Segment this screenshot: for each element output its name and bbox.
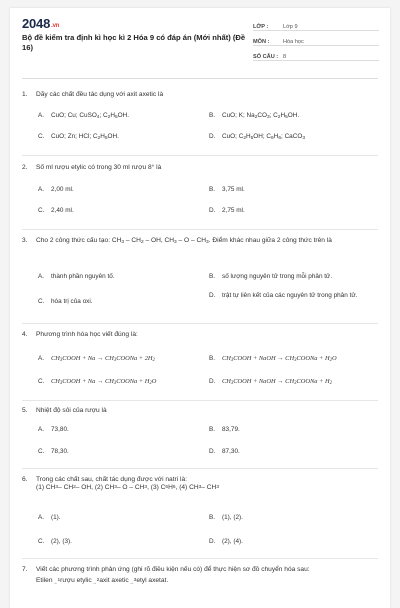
option-d[interactable]	[209, 133, 359, 144]
option-c[interactable]	[38, 378, 198, 389]
option-c[interactable]	[38, 298, 198, 307]
option-b[interactable]	[209, 514, 359, 523]
option-text: CuO; K; $Na_2CO_3$; $C_2H_5OH$.	[222, 112, 300, 120]
option-letter: B.	[209, 514, 216, 521]
question-number: 6.	[22, 476, 28, 483]
option-b[interactable]	[209, 273, 359, 282]
option-d[interactable]	[209, 207, 359, 216]
option-text: 2,75 ml.	[222, 207, 245, 214]
option-letter: C.	[38, 448, 45, 455]
question-body: Dãy các chất đều tác dụng với axit axetic là	[36, 91, 164, 98]
option-d[interactable]	[209, 538, 359, 547]
option-letter: B.	[209, 273, 216, 280]
option-letter: C.	[38, 538, 45, 545]
question-body: Cho 2 công thức cấu tạo: $CH_3 - CH_2$ – OH, $CH_3$ – O – $CH_3$. Điểm khác nhau giữa 2 công thức trên là	[36, 237, 332, 245]
option-letter: C.	[38, 207, 45, 214]
option-a[interactable]	[38, 514, 198, 523]
option-letter: D.	[209, 133, 216, 140]
question-number: 7.	[22, 566, 28, 573]
option-letter: D.	[209, 292, 216, 299]
option-letter: B.	[209, 112, 216, 119]
meta-subject-row	[253, 31, 379, 46]
option-letter: C.	[38, 298, 45, 305]
question-number: 5.	[22, 407, 28, 414]
option-letter: D.	[209, 538, 216, 545]
meta-count-key: SỐ CÂU :	[253, 54, 279, 60]
option-b[interactable]	[209, 355, 359, 366]
option-a[interactable]	[38, 355, 198, 366]
question-subtext: Etilen →$^1$ rượu etylic →$^2$ axit axetic →$^3$ etyl axetat.	[36, 577, 169, 586]
option-text: (2), (3).	[51, 538, 72, 545]
option-c[interactable]	[38, 133, 198, 144]
option-letter: D.	[209, 207, 216, 214]
question-text	[22, 565, 378, 574]
question-body: Số ml rượu etylic có trong 30 ml rượu 8° là	[36, 164, 162, 171]
option-letter: C.	[38, 378, 45, 385]
question-number: 3.	[22, 237, 28, 244]
option-text: CuO; Zn; HCl; $C_2H_5OH$.	[51, 133, 119, 141]
option-text: 2,40 ml.	[51, 207, 74, 214]
question-7	[22, 565, 378, 574]
question-body: Phương trình hóa học viết đúng là:	[36, 331, 138, 338]
option-letter: B.	[209, 426, 216, 433]
option-a[interactable]	[38, 426, 198, 435]
option-letter: A.	[38, 514, 45, 521]
question-3	[22, 236, 378, 247]
question-text	[22, 90, 378, 99]
option-text: CuO; Cu; CuSO$_4$; $C_2H_5OH$.	[51, 112, 130, 120]
question-text	[22, 330, 378, 339]
document-title: Bộ đề kiểm tra định kì học kì 2 Hóa 9 có đáp án (Mới nhất) (Đề 16)	[22, 33, 246, 52]
option-c[interactable]	[38, 448, 198, 457]
option-text: CuO; $C_2H_5OH$; $C_6H_6$; CaCO$_3$	[222, 133, 305, 141]
option-b[interactable]	[209, 186, 359, 195]
option-text: 78,30.	[51, 448, 69, 455]
option-a[interactable]	[38, 186, 198, 195]
option-letter: D.	[209, 448, 216, 455]
meta-class-row	[253, 16, 379, 31]
option-text: số lượng nguyên tử trong mỗi phân tử.	[222, 273, 333, 280]
question-number: 2.	[22, 164, 28, 171]
meta-class-key: LỚP :	[253, 24, 269, 30]
option-text: hóa trị của oxi.	[51, 298, 93, 305]
option-letter: C.	[38, 133, 45, 140]
header-divider	[22, 78, 378, 79]
option-text: thành phần nguyên tố.	[51, 273, 115, 280]
meta-count-row	[253, 46, 379, 61]
option-text: 87,30.	[222, 448, 240, 455]
option-text: $CH_3COOH + Na$ → $CH_3COONa + H_2O$	[51, 378, 157, 386]
question-text	[22, 236, 378, 247]
option-text: $CH_3COOH + Na$ → $CH_3COONa + 2H_2$	[51, 355, 155, 363]
option-d[interactable]	[209, 448, 359, 457]
option-c[interactable]	[38, 207, 198, 216]
meta-count-value: 8	[283, 54, 287, 60]
meta-class-value: Lớp 9	[283, 24, 298, 30]
option-text: (2), (4).	[222, 538, 243, 545]
question-divider	[22, 323, 378, 324]
question-divider	[22, 468, 378, 469]
option-letter: A.	[38, 112, 45, 119]
option-text: 83,79.	[222, 426, 240, 433]
question-divider	[22, 155, 378, 156]
option-d[interactable]	[209, 292, 359, 301]
option-d[interactable]	[209, 378, 359, 389]
question-body: Trong các chất sau, chất tác dụng được với natri là:	[36, 476, 187, 483]
meta-subject-key: MÔN :	[253, 39, 270, 45]
option-text: $CH_3COOH$ + NaOH → $CH_3COONa + H_2$	[222, 378, 332, 386]
option-text: 73,80.	[51, 426, 69, 433]
option-b[interactable]	[209, 112, 359, 123]
logo-text: 2048	[22, 16, 51, 31]
question-divider	[22, 229, 378, 230]
question-number: 1.	[22, 91, 28, 98]
document-header	[10, 8, 390, 76]
option-c[interactable]	[38, 538, 198, 547]
question-text	[22, 406, 378, 415]
meta-subject-value: Hóa học	[283, 39, 304, 45]
option-text: 3,75 ml.	[222, 186, 245, 193]
option-text: $CH_3COOH$ + NaOH → $CH_3COONa + H_2O$	[222, 355, 337, 363]
question-body: Viết các phương trình phản ứng (ghi rõ điều kiện nếu có) để thực hiện sơ đồ chuyển hóa sau:	[36, 566, 310, 573]
option-letter: A.	[38, 186, 45, 193]
option-text: (1), (2).	[222, 514, 243, 521]
question-4	[22, 330, 378, 339]
option-letter: A.	[38, 355, 45, 362]
option-letter: A.	[38, 426, 45, 433]
option-letter: A.	[38, 273, 45, 280]
question-2	[22, 163, 378, 172]
meta-panel	[253, 16, 379, 61]
option-a[interactable]	[38, 112, 198, 123]
option-letter: B.	[209, 355, 216, 362]
logo-suffix: .vn	[51, 23, 60, 29]
question-body: Nhiệt độ sôi của rượu là	[36, 407, 107, 414]
option-letter: D.	[209, 378, 216, 385]
question-5	[22, 406, 378, 415]
option-text: 2,00 ml.	[51, 186, 74, 193]
option-b[interactable]	[209, 426, 359, 435]
document-page	[10, 8, 390, 608]
option-letter: B.	[209, 186, 216, 193]
option-a[interactable]	[38, 273, 198, 282]
option-text: (1).	[51, 514, 61, 521]
question-divider	[22, 558, 378, 559]
question-subtext: (1) CH 3 – CH 2 – OH, (2) CH 3 – O – CH 3 , (3) C 6 H 6 , (4) CH 3 – CH 3	[36, 484, 219, 491]
question-number: 4.	[22, 331, 28, 338]
question-1	[22, 90, 378, 99]
question-divider	[22, 400, 378, 401]
option-text: trật tự liên kết của các nguyên tử trong phân tử.	[222, 292, 358, 299]
question-text	[22, 163, 378, 172]
